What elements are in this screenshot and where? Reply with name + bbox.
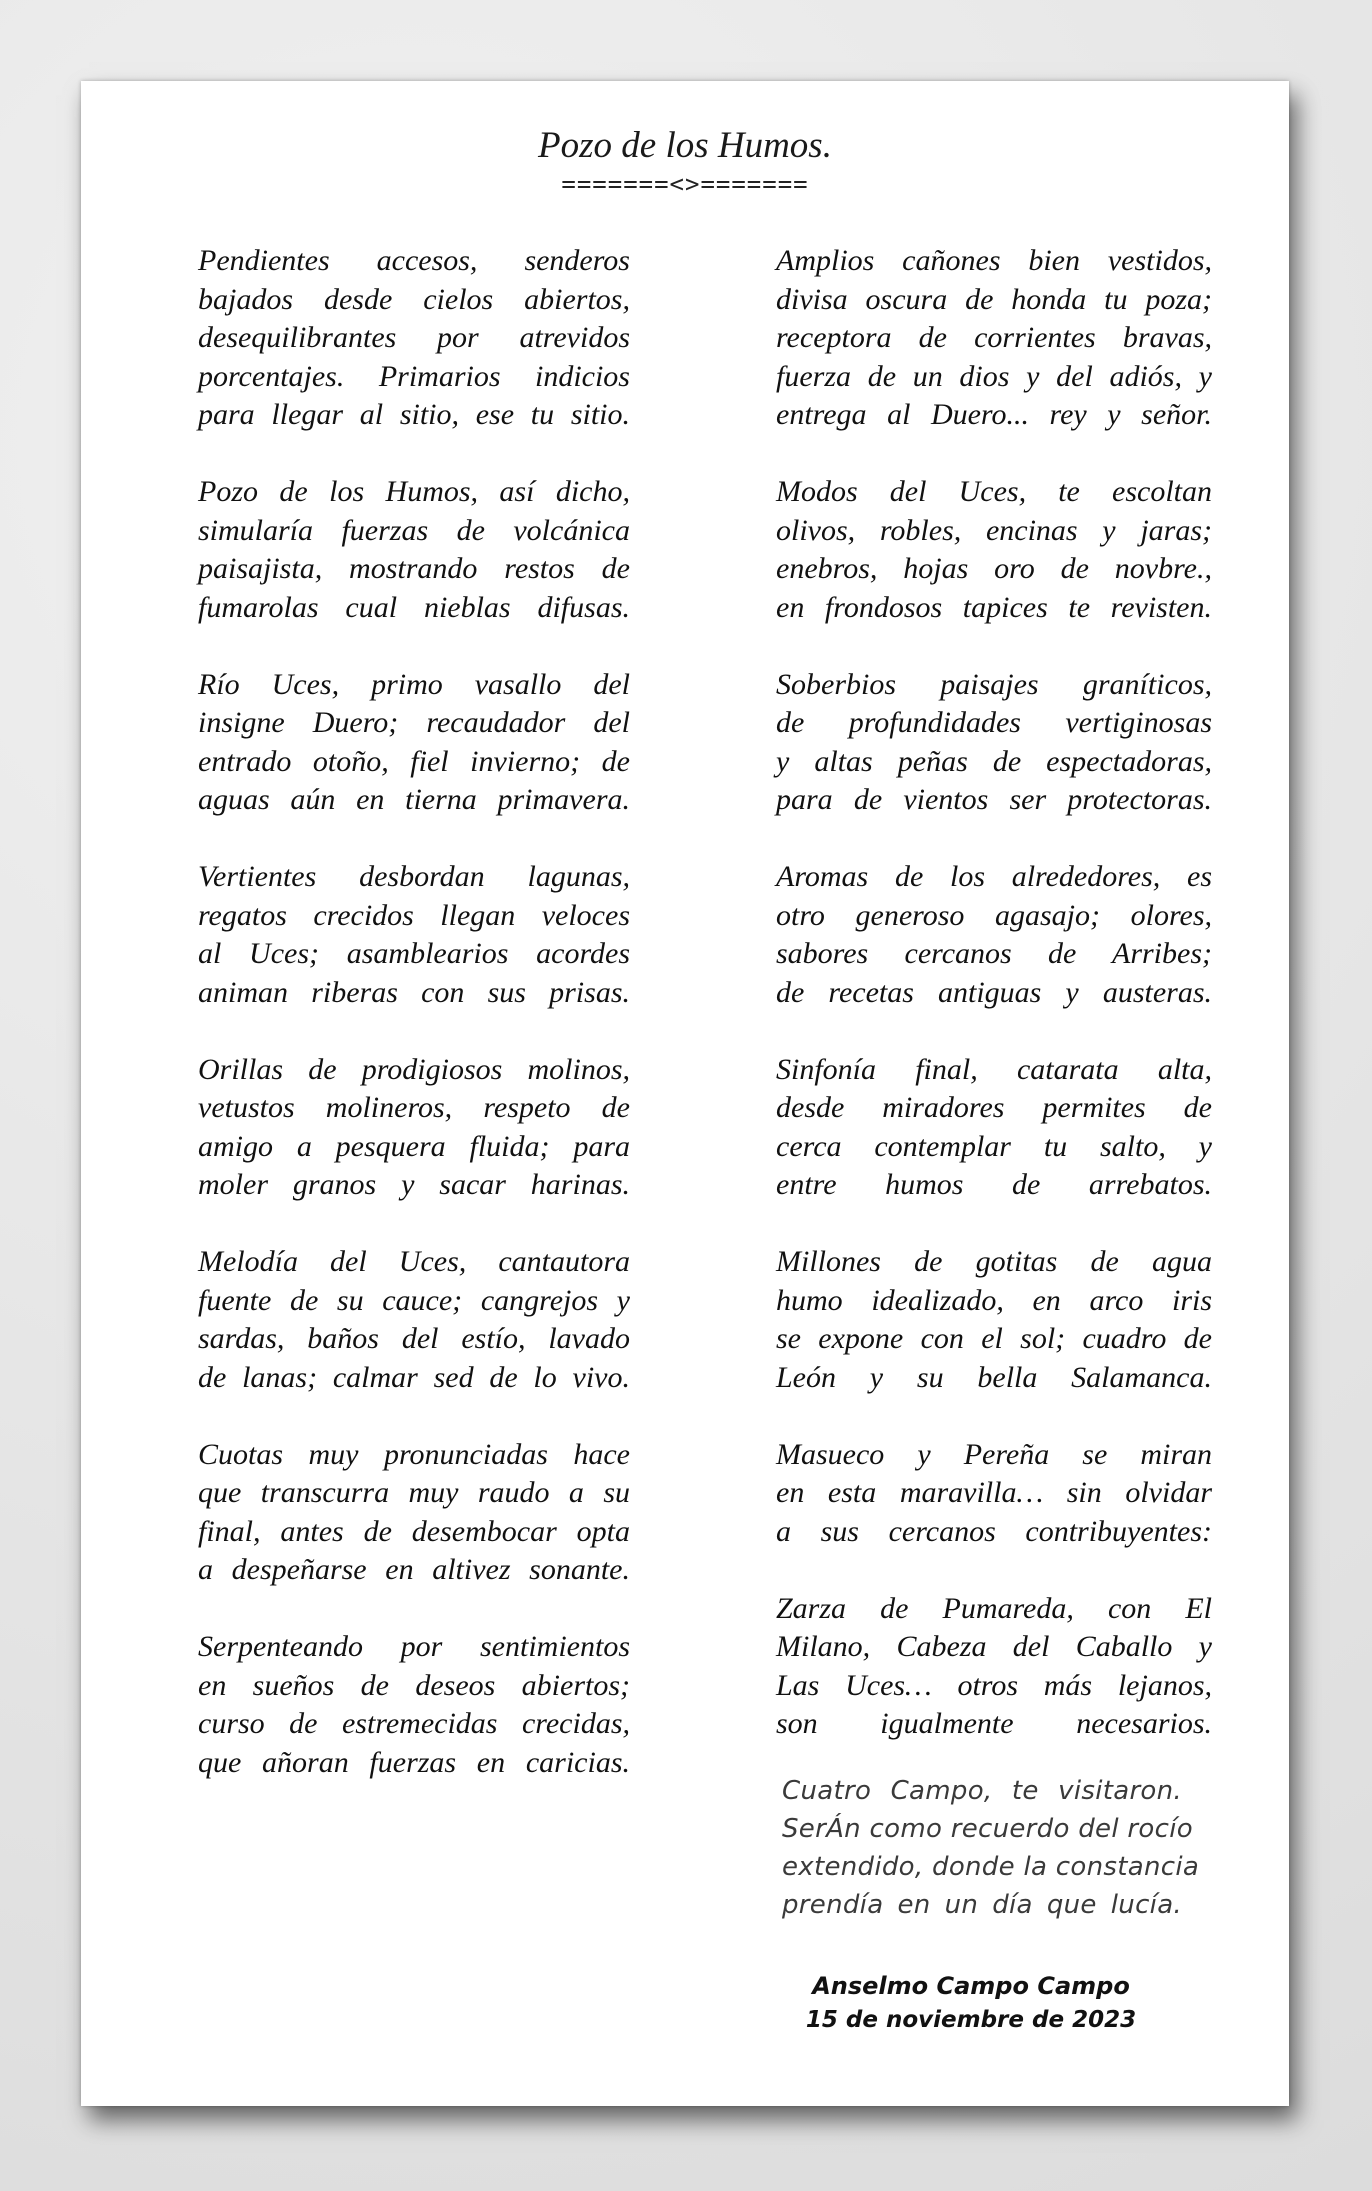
verse-line: fumarolas cual nieblas difusas. [198, 590, 630, 624]
verse-line: animan riberas con sus prisas. [198, 975, 630, 1009]
closing-line: prendía en un día que lucía. [782, 1890, 1182, 1920]
stanza [776, 1590, 1212, 1744]
verse-line: Aromas de los alrededores, es [776, 860, 1212, 893]
verse-line: León y su bella Salamanca. [776, 1360, 1212, 1394]
verse-line: aguas aún en tierna primavera. [198, 783, 630, 816]
stanza [198, 1051, 630, 1205]
verse-line: Orillas de prodigiosos molinos, [198, 1052, 630, 1086]
verse-line: Milano, Cabeza del Caballo y [776, 1630, 1212, 1663]
stanza [776, 1436, 1212, 1552]
verse-line: son igualmente necesarios. [776, 1707, 1212, 1740]
signature-block [741, 1969, 1201, 2037]
verse-line: regatos crecidos llegan veloces [198, 898, 630, 932]
verse-line: que añoran fuerzas en caricias. [198, 1745, 630, 1779]
verse-line: Pozo de los Humos, así dicho, [198, 475, 630, 508]
verse-line: de profundidades vertiginosas [776, 706, 1212, 739]
stanza [198, 473, 630, 627]
verse-line: Zarza de Pumareda, con El [776, 1591, 1212, 1625]
verse-line: se expone con el sol; cuadro de [776, 1322, 1212, 1355]
poem-date: 15 de noviembre de 2023 [805, 2007, 1137, 2033]
verse-line: Millones de gotitas de agua [776, 1245, 1212, 1278]
verse-line: sabores cercanos de Arribes; [776, 937, 1212, 970]
verse-line: vetustos molineros, respeto de [198, 1091, 630, 1124]
verse-line: Masueco y Pereña se miran [776, 1437, 1212, 1471]
verse-line: que transcurra muy raudo a su [198, 1476, 630, 1509]
stanza [776, 858, 1212, 1012]
verse-line: moler granos y sacar harinas. [198, 1168, 630, 1201]
verse-line: bajados desde cielos abiertos, [198, 282, 630, 316]
verse-line: olivos, robles, encinas y jaras; [776, 513, 1212, 547]
stanza [198, 1243, 630, 1397]
verse-line: sardas, baños del estío, lavado [198, 1322, 630, 1355]
verse-line: al Uces; asamblearios acordes [198, 937, 630, 970]
verse-line: fuerza de un dios y del adiós, y [776, 359, 1212, 393]
verse-line: entrado otoño, fiel invierno; de [198, 744, 630, 778]
poem-title: Pozo de los Humos. [538, 125, 832, 166]
stanza [198, 242, 630, 435]
verse-line: entre humos de arrebatos. [776, 1168, 1212, 1201]
stanza [776, 666, 1212, 820]
stanza [198, 858, 630, 1012]
verse-line: porcentajes. Primarios indicios [198, 359, 630, 393]
verse-line: divisa oscura de honda tu poza; [776, 282, 1212, 316]
verse-line: amigo a pesquera fluida; para [198, 1129, 630, 1163]
verse-line: desde miradores permites de [776, 1091, 1212, 1124]
verse-line: en frondosos tapices te revisten. [776, 590, 1212, 624]
closing-stanza [782, 1772, 1200, 1924]
verse-line: cerca contemplar tu salto, y [776, 1129, 1212, 1163]
title-separator: =======<>======= [561, 170, 809, 198]
verse-line: y altas peñas de espectadoras, [776, 744, 1212, 778]
verse-line: insigne Duero; recaudador del [198, 706, 630, 739]
closing-line: extendido, donde la constancia [782, 1852, 1200, 1882]
verse-line: entrega al Duero... rey y señor. [776, 398, 1212, 431]
verse-line: en esta maravilla… sin olvidar [776, 1476, 1212, 1509]
verse-line: simularía fuerzas de volcánica [198, 513, 630, 547]
verse-line: desequilibrantes por atrevidos [198, 321, 630, 354]
closing-line: SerÁn como recuerdo del rocío [782, 1814, 1193, 1844]
verse-line: Río Uces, primo vasallo del [198, 667, 630, 701]
verse-line: en sueños de deseos abiertos; [198, 1668, 630, 1702]
poem-sheet [81, 81, 1289, 2106]
verse-line: para de vientos ser protectoras. [776, 783, 1212, 816]
verse-line: a sus cercanos contribuyentes: [776, 1514, 1212, 1548]
verse-line: Serpenteando por sentimientos [198, 1630, 630, 1663]
verse-line: Pendientes accesos, senderos [198, 244, 630, 277]
stanza [776, 473, 1212, 627]
verse-line: enebros, hojas oro de novbre., [776, 552, 1212, 585]
stanza [776, 242, 1212, 435]
stanza [198, 666, 630, 820]
verse-line: Cuotas muy pronunciadas hace [198, 1437, 630, 1471]
verse-line: Vertientes desbordan lagunas, [198, 860, 630, 893]
verse-line: de recetas antiguas y austeras. [776, 975, 1212, 1009]
verse-line: otro generoso agasajo; olores, [776, 898, 1212, 932]
closing-line: Cuatro Campo, te visitaron. [782, 1776, 1182, 1806]
stanza [776, 1243, 1212, 1397]
right-column [776, 242, 1212, 1782]
verse-line: humo idealizado, en arco iris [776, 1283, 1212, 1317]
verse-line: curso de estremecidas crecidas, [198, 1707, 630, 1740]
verse-line: Amplios cañones bien vestidos, [776, 244, 1212, 277]
verse-line: para llegar al sitio, ese tu sitio. [198, 398, 630, 431]
verse-line: Melodía del Uces, cantautora [198, 1245, 630, 1278]
verse-line: fuente de su cauce; cangrejos y [198, 1283, 630, 1317]
stanza [198, 1436, 630, 1590]
verse-line: receptora de corrientes bravas, [776, 321, 1212, 354]
stanza [198, 1628, 630, 1782]
verse-line: Modos del Uces, te escoltan [776, 475, 1212, 508]
author-name: Anselmo Campo Campo [812, 1972, 1130, 2000]
verse-line: final, antes de desembocar opta [198, 1514, 630, 1548]
verse-line: de lanas; calmar sed de lo vivo. [198, 1360, 630, 1394]
verse-line: Sinfonía final, catarata alta, [776, 1052, 1212, 1086]
stanza [776, 1051, 1212, 1205]
verse-line: Soberbios paisajes graníticos, [776, 667, 1212, 701]
left-column [198, 242, 630, 1821]
verse-line: Las Uces… otros más lejanos, [776, 1668, 1212, 1702]
verse-line: paisajista, mostrando restos de [198, 552, 630, 585]
verse-line: a despeñarse en altivez sonante. [198, 1553, 630, 1586]
